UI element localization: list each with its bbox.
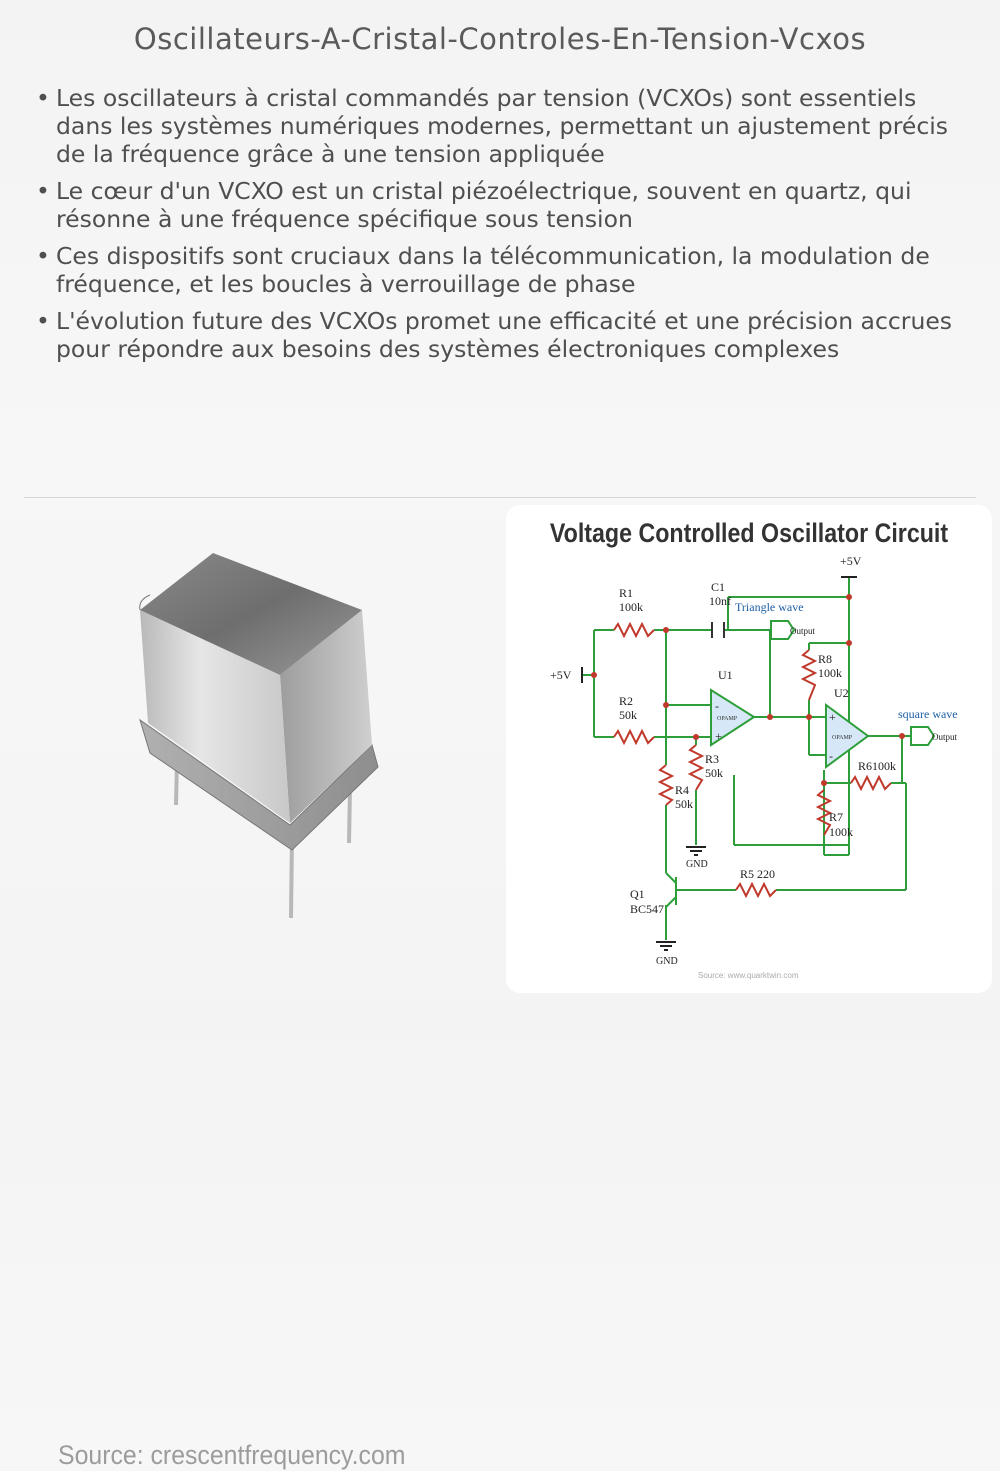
bullet-text: Les oscillateurs à cristal commandés par tension (VCXOs) sont essentiels dans les systèmes numériques modernes, permettant un ajustement précis de la fréquence grâce à une tension appliquée xyxy=(56,84,949,168)
section-divider xyxy=(24,497,976,498)
label-r1-name: R1 xyxy=(619,586,634,600)
bullet-item xyxy=(36,242,966,298)
label-square-output: Output xyxy=(932,732,958,742)
u2-minus-sign: - xyxy=(829,749,833,763)
label-q1-value: BC547 xyxy=(630,902,665,916)
bullet-list xyxy=(36,84,966,372)
label-r3-name: R3 xyxy=(705,752,720,766)
resistor-r8 xyxy=(803,650,815,700)
transistor-q1 xyxy=(666,850,681,907)
label-opamp-u1: OPAMP xyxy=(717,716,738,722)
label-r6: R6100k xyxy=(858,759,897,773)
bullet-item xyxy=(36,177,966,233)
square-output-connector xyxy=(911,727,934,745)
bullet-symbol: • xyxy=(36,307,50,335)
image-source-text: Source: crescentfrequency.com xyxy=(58,1440,406,1470)
bullet-text: Le cœur d'un VCXO est un cristal piézoélectrique, souvent en quartz, qui résonne à une fréquence spécifique sous tension xyxy=(56,177,912,233)
bullet-text: L'évolution future des VCXOs promet une efficacité et une précision accrues pour répondre aux besoins des systèmes électroniques complexes xyxy=(56,307,953,363)
label-supply-left: +5V xyxy=(550,668,572,682)
label-q1-name: Q1 xyxy=(630,887,645,901)
circuit-diagram-card xyxy=(506,505,992,993)
label-c1-value: 10nf xyxy=(709,594,731,608)
label-r4-name: R4 xyxy=(675,783,690,797)
label-r7-value: 100k xyxy=(829,825,853,839)
label-u1: U1 xyxy=(718,668,733,682)
label-gnd-1: GND xyxy=(686,859,708,870)
label-r8-value: 100k xyxy=(818,666,842,680)
resistor-r1 xyxy=(614,624,654,636)
label-r4-value: 50k xyxy=(675,797,693,811)
label-supply-top: +5V xyxy=(840,554,862,568)
u1-minus-sign: - xyxy=(715,699,719,713)
label-r3-value: 50k xyxy=(705,766,723,780)
label-triangle-wave: Triangle wave xyxy=(735,600,804,614)
circuit-title: Voltage Controlled Oscillator Circuit xyxy=(549,518,949,548)
junction-dots xyxy=(591,594,905,786)
capacitor-c1 xyxy=(712,622,724,638)
label-c1-name: C1 xyxy=(711,580,726,594)
resistor-r2 xyxy=(614,731,654,743)
crystal-oscillator-photo xyxy=(0,505,500,1470)
circuit-credit: Source: www.quarktwin.com xyxy=(698,971,799,980)
label-square-wave: square wave xyxy=(898,707,958,721)
label-opamp-u2: OPAMP xyxy=(832,735,853,741)
bullet-symbol: • xyxy=(36,84,50,112)
u1-plus-sign: + xyxy=(715,729,722,743)
label-r8-name: R8 xyxy=(818,652,833,666)
u2-plus-sign: + xyxy=(829,710,836,724)
resistor-r6 xyxy=(851,777,891,789)
crystal-oscillator-illustration xyxy=(0,505,500,1000)
label-triangle-output: Output xyxy=(790,626,816,636)
vco-circuit-schematic xyxy=(506,505,992,993)
bullet-symbol: • xyxy=(36,242,50,270)
resistor-r4 xyxy=(660,765,672,805)
bullet-text: Ces dispositifs sont cruciaux dans la télécommunication, la modulation de fréquence, et les boucles à verrouillage de phase xyxy=(56,242,930,298)
page-title: Oscillateurs-A-Cristal-Controles-En-Tension-Vcxos xyxy=(133,22,867,56)
label-r2-name: R2 xyxy=(619,694,634,708)
label-u2: U2 xyxy=(834,686,849,700)
label-r5: R5 220 xyxy=(740,867,776,881)
label-r7-name: R7 xyxy=(829,810,844,824)
resistor-r3 xyxy=(690,745,702,790)
pin xyxy=(349,788,350,843)
label-r1-value: 100k xyxy=(619,600,643,614)
bullet-symbol: • xyxy=(36,177,50,205)
resistor-r5 xyxy=(736,884,776,896)
label-r2-value: 50k xyxy=(619,708,637,722)
bullet-item xyxy=(36,84,966,168)
label-gnd-2: GND xyxy=(656,956,678,967)
bullet-item xyxy=(36,307,966,363)
